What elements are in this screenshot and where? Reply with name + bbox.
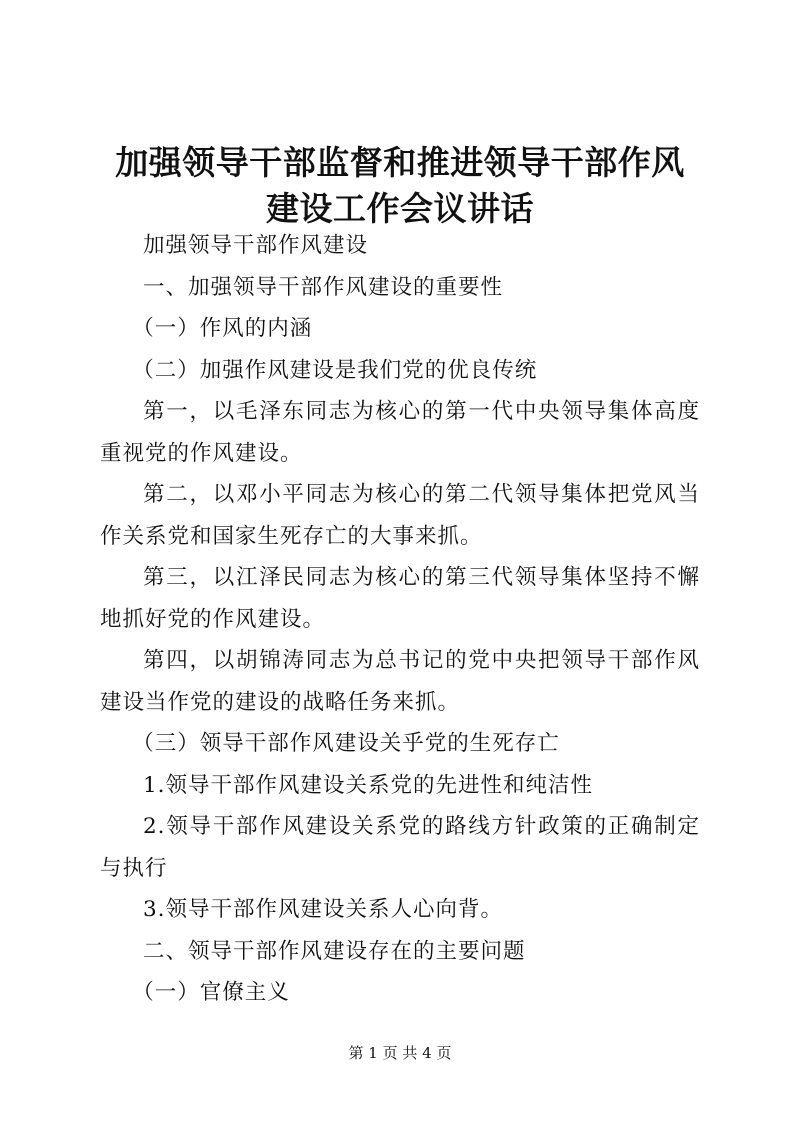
paragraph-9: （三）领导干部作风建设关乎党的生死存亡 — [132, 731, 560, 756]
paragraph-5: 第一，以毛泽东同志为核心的第一代中央领导集体高度重视党的作风建设。 — [100, 399, 700, 466]
paragraph-13: 二、领导干部作风建设存在的主要问题 — [143, 938, 526, 964]
document-body — [100, 225, 700, 1014]
paragraph-7: 第三，以江泽民同志为核心的第三代领导集体坚持不懈地抓好党的作风建设。 — [100, 565, 700, 632]
document-title: 加强领导干部监督和推进领导干部作风建设工作会议讲话 — [115, 143, 685, 228]
page-footer: 第 1 页 共 4 页 — [348, 1044, 452, 1062]
paragraph-12: 3.领导干部作风建设关系人心向背。 — [143, 897, 504, 922]
paragraph-11: 2.领导干部作风建设关系党的路线方针政策的正确制定与执行 — [100, 814, 700, 881]
paragraph-6: 第二，以邓小平同志为核心的第二代领导集体把党风当作关系党和国家生死存亡的大事来抓。 — [100, 482, 700, 549]
paragraph-14: （一）官僚主义 — [132, 980, 290, 1005]
paragraph-10: 1.领导干部作风建设关系党的先进性和纯洁性 — [143, 772, 594, 798]
paragraph-2: 一、加强领导干部作风建设的重要性 — [143, 274, 504, 300]
paragraph-4: （二）加强作风建设是我们党的优良传统 — [132, 357, 538, 383]
paragraph-8: 第四，以胡锦涛同志为总书记的党中央把领导干部作风建设当作党的建设的战略任务来抓。 — [100, 648, 700, 715]
paragraph-3: （一）作风的内涵 — [132, 316, 313, 341]
paragraph-1: 加强领导干部作风建设 — [143, 233, 369, 258]
